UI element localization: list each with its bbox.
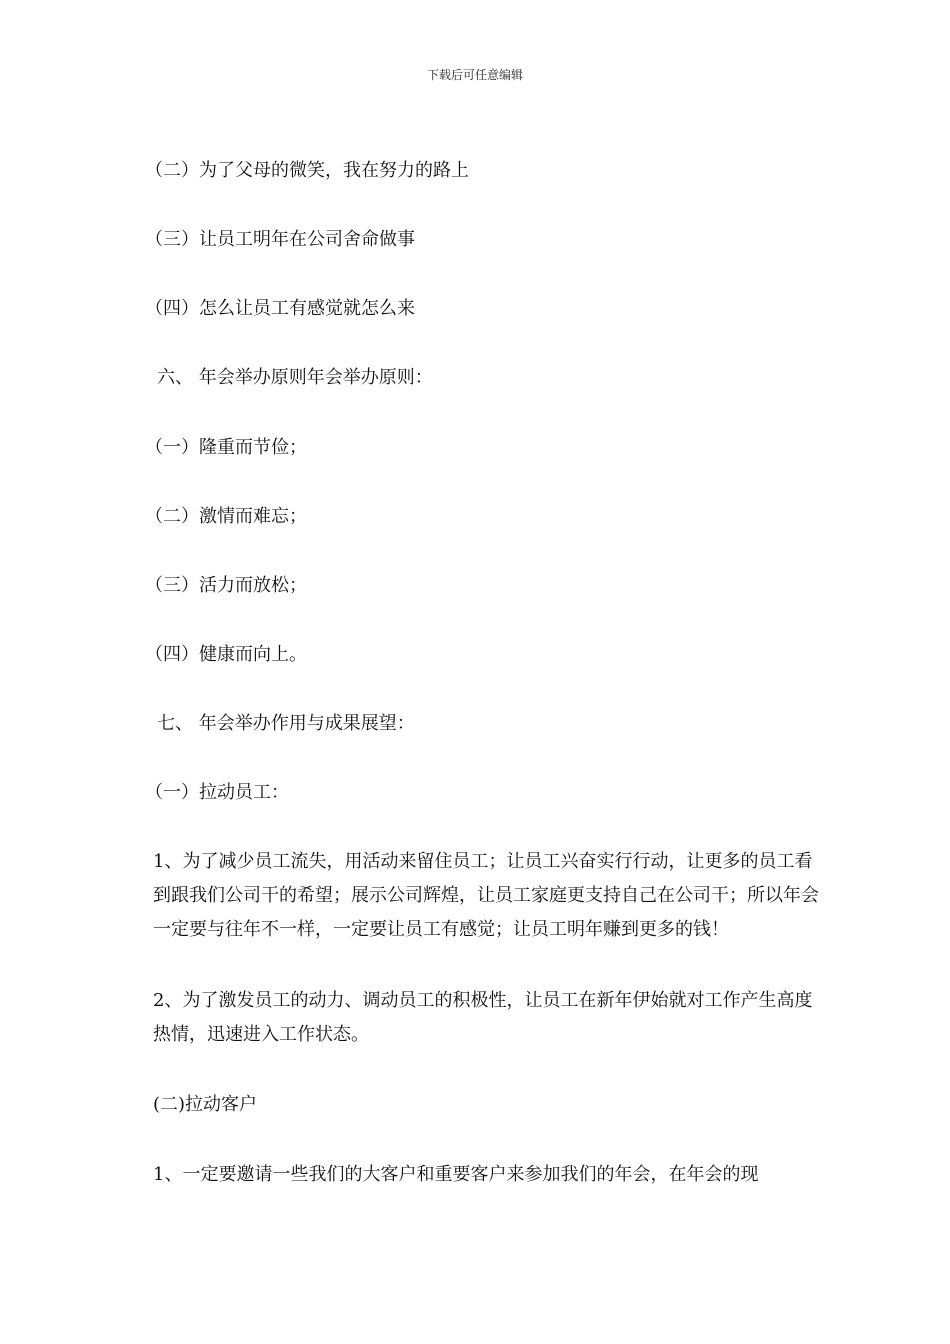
principle-4: （四）健康而向上。 bbox=[145, 644, 307, 665]
section-6-heading: 六、 年会举办原则年会举办原则： bbox=[157, 367, 433, 388]
section-7-heading: 七、 年会举办作用与成果展望： bbox=[157, 713, 415, 734]
employees-point-2: 2、为了激发员工的动力、调动员工的积极性，让员工在新年伊始就对工作产生高度热情，迅速进入工作状态。 bbox=[153, 990, 813, 1045]
principle-3: （三）活力而放松； bbox=[145, 575, 307, 596]
subsection-customers: (二)拉动客户 bbox=[153, 1094, 258, 1115]
paragraph-4-item: （四）怎么让员工有感觉就怎么来 bbox=[145, 298, 415, 319]
subsection-employees: （一）拉动员工： bbox=[145, 782, 289, 803]
header-note: 下载后可任意编辑 bbox=[426, 68, 523, 82]
employees-point-1: 1、为了减少员工流失，用活动来留住员工；让员工兴奋实行行动，让更多的员工看到跟我们公司干的希望；展示公司辉煌，让员工家庭更支持自己在公司干；所以年会一定要与往年不一样，一定要让员工有感觉；让员工明年赚到更多的钱！ bbox=[153, 851, 819, 940]
paragraph-2-item: （二）为了父母的微笑，我在努力的路上 bbox=[145, 160, 469, 181]
paragraph-3-item: （三）让员工明年在公司舍命做事 bbox=[145, 229, 415, 250]
customers-point-1: 1、一定要邀请一些我们的大客户和重要客户来参加我们的年会，在年会的现 bbox=[153, 1164, 759, 1185]
principle-1: （一）隆重而节俭； bbox=[145, 437, 307, 458]
principle-2: （二）激情而难忘； bbox=[145, 506, 307, 527]
